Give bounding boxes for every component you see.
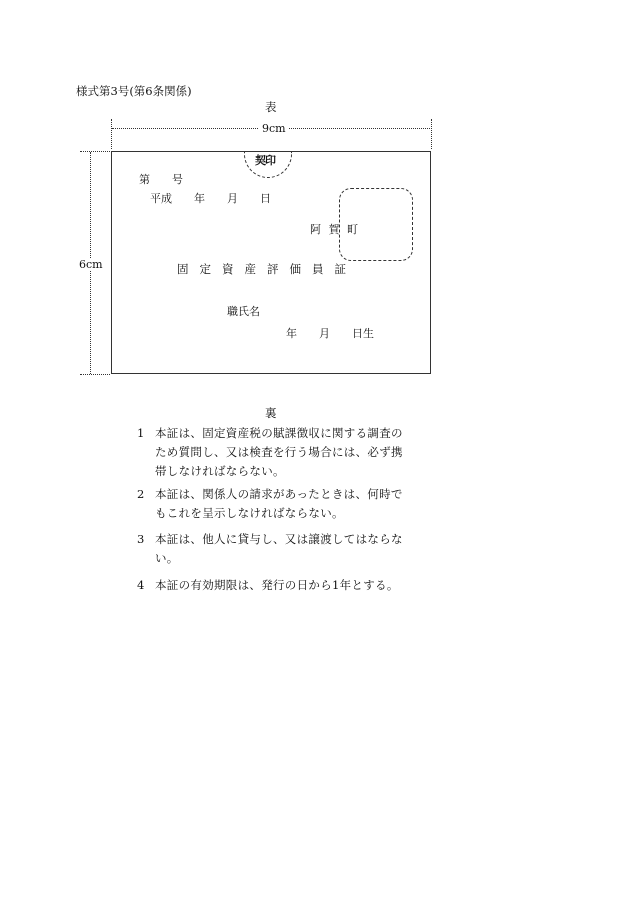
card-title: 固定資産評価員証 — [177, 262, 357, 276]
position-name-label: 職氏名 — [227, 305, 260, 318]
form-heading: 様式第3号(第6条関係) — [76, 84, 192, 98]
back-item-text: 本証は、関係人の請求があったときは、何時でもこれを呈示しなければならない。 — [155, 487, 403, 520]
width-dimension-label: 9cm — [259, 123, 289, 134]
back-item-number: 2 — [137, 487, 145, 501]
back-item-number: 3 — [137, 532, 145, 546]
front-side-label: 表 — [265, 100, 277, 114]
date-line: 平成 年 月 日 — [150, 192, 271, 205]
issuer-name: 阿 賀 町 — [310, 223, 360, 236]
height-dimension-label: 6cm — [79, 258, 103, 271]
back-side-label: 裏 — [265, 406, 277, 420]
width-dimension-tick-left — [111, 119, 112, 149]
birth-date-line: 年 月 日生 — [286, 327, 374, 340]
back-item-text: 本証の有効期限は、発行の日から1年とする。 — [155, 578, 399, 592]
back-item-text: 本証は、固定資産税の賦課徴収に関する調査のため質問し、又は検査を行う場合には、必ず携帯しなければならない。 — [155, 426, 403, 478]
back-item-text: 本証は、他人に貸与し、又は譲渡してはならない。 — [155, 532, 403, 565]
width-dimension-tick-right — [431, 119, 432, 149]
seal-label: 契印 — [255, 154, 275, 167]
number-line: 第 号 — [139, 173, 183, 186]
height-dimension-tick-bottom — [80, 374, 110, 375]
back-item-number: 1 — [137, 426, 145, 440]
back-item-number: 4 — [137, 578, 145, 592]
height-dimension-tick-top — [80, 151, 110, 152]
